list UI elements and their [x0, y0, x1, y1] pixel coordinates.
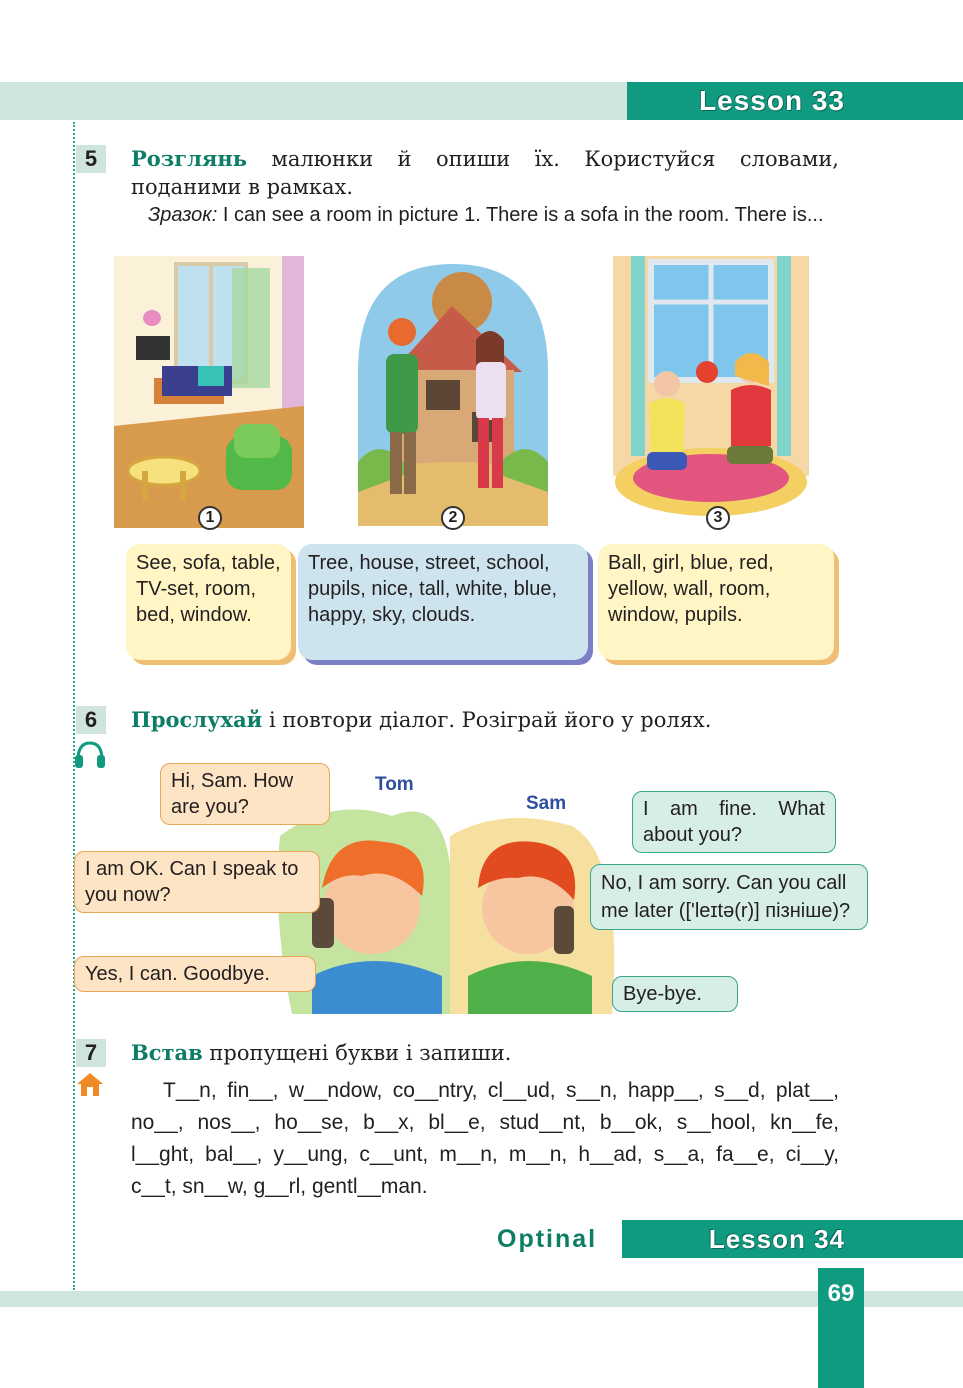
dialogue-illustration [272, 796, 624, 1014]
picture-house [352, 262, 554, 526]
lesson-title: Lesson 33 [627, 82, 963, 120]
missing-letters-words: T__n, fin__, w__ndow, co__ntry, cl__ud, s__n, happ__, s__d, plat__, no__, nos__, ho__se, b__x, bl__e, stud__nt, b__ok, s__hool, kn__fe, l__ght, bal__, y__ung, c__unt, m__n, m__n, h__ad, s__a, fa__e, ci__y, c__t, sn__w, g__rl, gentl__man. [131, 1079, 839, 1198]
exercise-6-lead: Прослухай [131, 707, 263, 732]
picture-number-1: 1 [198, 506, 222, 530]
exercise-6-text: і повтори діалог. Розіграй його у ролях. [262, 708, 712, 732]
word-box-2: Tree, house, street, school, pupils, nice, tall, white, blue, happy, sky, clouds. [298, 544, 588, 660]
margin-dotted-line [73, 122, 75, 1290]
exercise-5-sample [148, 202, 839, 229]
lesson-34-title: Lesson 34 [622, 1220, 963, 1258]
sample-text: I can see a room in picture 1. There is a sofa in the room. There is... [217, 204, 824, 226]
home-icon [76, 1071, 104, 1102]
exercise-number-5: 5 [76, 145, 106, 173]
optional-label: Optinal [497, 1225, 598, 1253]
exercise-7-instruction [131, 1039, 839, 1067]
sample-label: Зразок: [148, 204, 218, 226]
exercise-number-7: 7 [76, 1039, 106, 1067]
exercise-number-6: 6 [76, 706, 106, 734]
speech-bubble-sam-1: I am fine. What about you? [632, 791, 836, 853]
exercise-7-lead: Встав [131, 1040, 203, 1065]
speech-bubble-tom-2: I am OK. Can I speak to you now? [74, 851, 320, 913]
page-number: 69 [818, 1268, 864, 1388]
speech-bubble-tom-3: Yes, I can. Goodbye. [74, 956, 316, 992]
picture-room [114, 256, 304, 528]
speech-bubble-sam-3: Bye-bye. [612, 976, 738, 1012]
exercise-6-instruction [131, 706, 839, 734]
word-box-1: See, sofa, table, TV-set, room, bed, window. [126, 544, 291, 660]
speech-bubble-sam-2: No, I am sorry. Can you call me later (['leɪtə(r)] пізніше)? [590, 864, 868, 930]
picture-number-3: 3 [706, 506, 730, 530]
speaker-sam: Sam [526, 793, 567, 814]
exercise-5-text: малюнки й опиши їх. Користуйся словами, поданими в рамках. [131, 147, 839, 199]
exercise-5-instruction [131, 145, 839, 201]
picture-number-2: 2 [441, 506, 465, 530]
picture-girls-ball [613, 256, 809, 528]
speaker-tom: Tom [375, 774, 414, 795]
exercise-5-lead: Розглянь [131, 146, 248, 171]
headphones-icon [74, 740, 106, 773]
exercise-7-text: пропущені букви і запиши. [202, 1041, 512, 1065]
speech-bubble-tom-1: Hi, Sam. How are you? [160, 763, 330, 825]
word-box-3: Ball, girl, blue, red, yellow, wall, room, window, pupils. [598, 544, 834, 660]
